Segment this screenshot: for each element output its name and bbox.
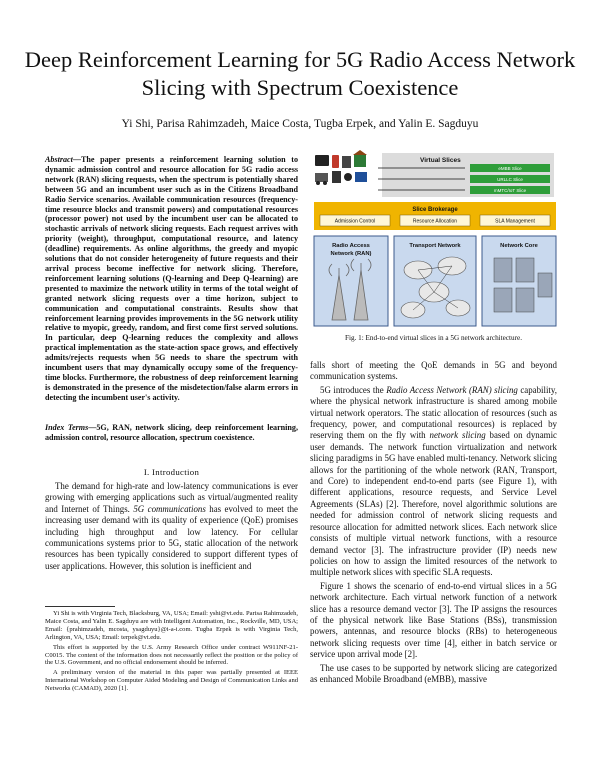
- factory-icon: [355, 172, 367, 182]
- device-icons: [315, 150, 367, 185]
- paragraph-use-cases: The use cases to be supported by network slicing are categorized as enhanced Mobile Broadband (eMBB), massive: [310, 662, 557, 684]
- house-icon: [354, 154, 366, 167]
- right-column-text: [310, 360, 557, 687]
- speaker-icon: [344, 173, 352, 181]
- footnote-affiliations: Yi Shi is with Virginia Tech, Blacksburg, VA, USA; Email: yshi@vt.edu. Parisa Rahimzadeh, Maice Costa, and Yalin E. Sagduyu are with Intelligent Automation, Inc., Rockville, MD, USA; Email: {prahimzadeh, mcosta, ysagduyu}@i-a-i.com. Tugba Erpek is with Virginia Tech, Arlington, VA, USA; Email: terpek@vt.edu.: [45, 610, 298, 641]
- abstract-text: —The paper presents a reinforcement learning solution to dynamic admission control and resource allocation for 5G radio access network (RAN) slicing requests, when the spectrum is potentially shared between 5G and an incumbent user such as in the Citizens Broadband Radio Service scenarios. Available communication resources (frequency-time resource blocks and transmit powers) and computational resources (processor power) not used by the incumbent user can be allocated to stochastic arrivals of network slicing requests. Each request arrives with priority (weight), throughput, computational resource, and latency (deadline) requirements. As online algorithms, the greedy and myopic solutions that do not consider heterogeneity of future requests and their arrival process become ineffective for network slicing. Therefore, reinforcement learning solutions (Q-learning and Deep Q-learning) are presented to maximize the network utility in terms of the total weight of granted network slicing requests over a time horizon, subject to communication and computational constraints. Results show that reinforcement learning provides improvements in the 5G network utility relative to myopic, greedy, random, and first come first served solutions. In particular, deep Q-learning reduces the complexity and allows practical implementation as the state-action space grows, and effectively admits/rejects requests when 5G needs to share the spectrum with incumbent users that may dynamically occupy some of the frequency-time blocks. Furthermore, the robustness of deep reinforcement learning is demonstrated in the presence of the misdetection/false alarm errors in detecting the incumbent user's activity.: [45, 155, 298, 402]
- footnote-prior-version: A preliminary version of the material in this paper was partially presented at IEEE International Workshop on Computer Aided Modeling and Design of Communication Links and Networks (CAMAD), 2020 [1].: [45, 669, 298, 693]
- intro-text-2: has evolved to meet the increasing user demand with its quality of experience (QoE) promises including high throughput and low latency. For cellular communications systems prior to 5G, static allocation of the network resources has been typically considered to support different types of user applications. However, this solution is inefficient and: [45, 503, 298, 571]
- slice-label-urllc: URLLC Slice: [497, 177, 523, 182]
- virtual-slices-label: Virtual Slices: [420, 157, 461, 164]
- intro-text-1: The demand for high-rate and low-latency communications is ever growing with emerging applications such as virtual/augmented reality and Internet of Things.: [45, 481, 298, 514]
- ran-label-line1: Radio Access: [332, 243, 370, 249]
- sla-management-label: SLA Management: [495, 218, 535, 225]
- ran-label-line2: Network (RAN): [330, 251, 372, 257]
- figure-caption: Fig. 1: End-to-end virtual slices in a 5G network architecture.: [344, 334, 523, 342]
- slice-brokerage-label: Slice Brokerage: [412, 207, 458, 213]
- phone-icon: [332, 155, 339, 168]
- section-heading: I. Introduction: [143, 467, 200, 477]
- figure-1: [310, 150, 560, 330]
- admission-control-label: Admission Control: [334, 218, 376, 225]
- index-terms-label: Index Terms: [45, 423, 89, 432]
- paper-title: Deep Reinforcement Learning for 5G Radio Access Network Slicing with Spectrum Coexistence: [24, 47, 576, 100]
- paragraph-figure-description: Figure 1 shows the scenario of end-to-end virtual slices in a 5G network architecture. Each virtual network function of a network slice has a resource demand vector [3]. The IP assigns the resources of the physical network like Base Stations (BSs), transmission powers, antennas, and resource blocks (RBs) to heterogeneous network slicing requests over time [4], either in batch service or service upon arrival mode [2].: [310, 580, 557, 660]
- p2-text-3: based on dynamic user demands. The network function virtualization and network slicing paradigms in 5G have enabled multi-tenancy. Network slicing allows for the partitioning of the whole network (RAN, Transport, and Core) to independent end-to-end parts (see Figure 1), with different applications, resource requests, and Service Level Agreements (SLAs) [2]. Therefore, novel algorithmic solutions are needed for admission control of network slicing requests and resource allocation for admitted network slices. Each network slice consists of multiple virtual network functions, with a resource demand vector [3]. The infrastructure provider (IP) needs new policies on how to assign the limited resources of the network to multiple network slices with specific SLA requests.: [310, 430, 557, 578]
- p2-text-1: 5G introduces the: [320, 384, 387, 395]
- intro-emphasis: 5G communications: [133, 503, 206, 514]
- slice-label-embb: eMBB Slice: [498, 166, 522, 171]
- drone-icon: [332, 171, 341, 183]
- abstract: [45, 155, 298, 403]
- continued-paragraph: falls short of meeting the QoE demands in 5G and beyond communication systems.: [310, 360, 557, 382]
- car-icon: [315, 173, 328, 182]
- transport-label: Transport Network: [409, 243, 461, 249]
- p2-emphasis-2: network slicing: [429, 430, 486, 441]
- index-terms-text: —5G, RAN, network slicing, deep reinforcement learning, admission control, resource allocation, spectrum coexistence.: [45, 423, 298, 442]
- resource-allocation-label: Resource Allocation: [412, 218, 458, 225]
- abstract-label: Abstract: [45, 155, 73, 164]
- footnotes: [45, 610, 298, 695]
- tablet-icon: [342, 156, 351, 168]
- footnote-rule: [45, 606, 115, 607]
- index-terms: [45, 423, 298, 443]
- p2-text-2: capability, where the physical network infrastructure is shared among mobile virtual network operators. The static allocation of resources (such as frequency, power, and computational resources) is replaced by reserving them on the fly with: [310, 384, 557, 441]
- monitor-icon: [315, 155, 329, 166]
- footnote-funding: This effort is supported by the U.S. Army Research Office under contract W911NF-21-C0015. The content of the information does not necessarily reflect the position or the policy of the U.S. Government, and no official endorsement should be inferred.: [45, 643, 298, 667]
- author-list: Yi Shi, Parisa Rahimzadeh, Maice Costa, Tugba Erpek, and Yalin E. Sagduyu: [121, 118, 479, 130]
- intro-paragraph: [45, 481, 298, 572]
- core-label: Network Core: [500, 243, 538, 249]
- paragraph-ran-slicing: [310, 385, 557, 579]
- p2-emphasis-1: Radio Access Network (RAN) slicing: [386, 384, 518, 395]
- ran-panel: [314, 236, 388, 326]
- slice-label-mmtc: mMTC/IoT Slice: [493, 188, 527, 193]
